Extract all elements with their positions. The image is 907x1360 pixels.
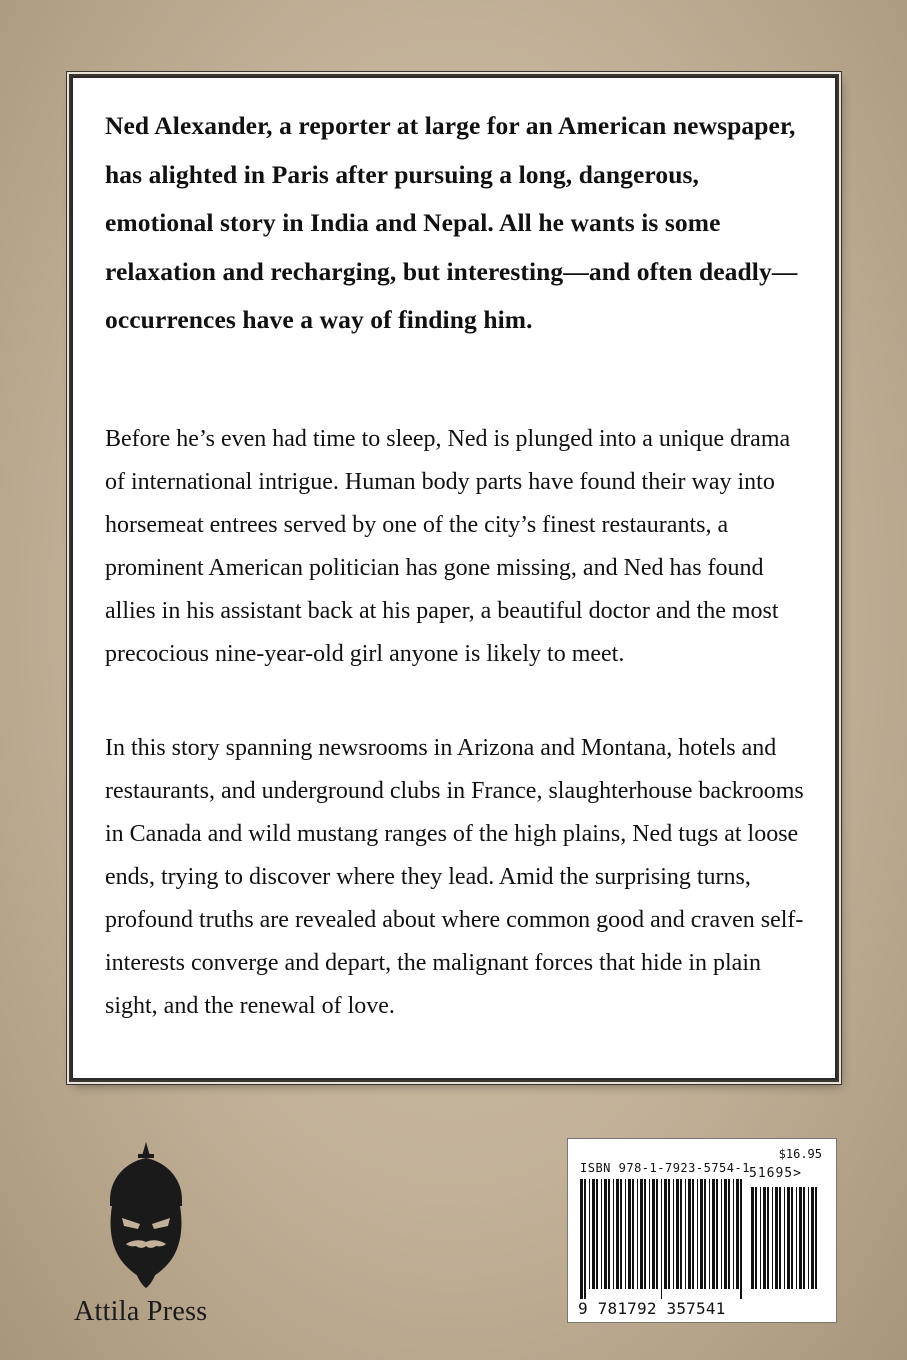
barcode-bar (688, 1179, 691, 1289)
barcode-bar (664, 1179, 667, 1289)
barcode-bar (811, 1187, 814, 1289)
publisher-name: Attila Press (74, 1296, 208, 1327)
barcode-bar (656, 1179, 658, 1289)
barcode-bar (637, 1179, 638, 1289)
barcode-bar (779, 1187, 781, 1289)
barcode-bar (592, 1179, 595, 1289)
barcode-bar (632, 1179, 634, 1289)
barcode-bar (668, 1179, 670, 1289)
barcode-bar (763, 1187, 766, 1289)
barcode-bar (815, 1187, 817, 1289)
barcode-bar (625, 1179, 626, 1289)
price-label: $16.95 (778, 1147, 822, 1161)
barcode-bar (791, 1187, 793, 1289)
barcode-bar (787, 1187, 790, 1289)
price-addon-label: 51695> (749, 1166, 802, 1181)
barcode-bar (584, 1179, 586, 1299)
barcode-bar (728, 1179, 730, 1289)
barcode-bar (685, 1179, 686, 1289)
barcode-bar (803, 1187, 805, 1289)
barcode-bar (652, 1179, 655, 1289)
barcode-bar (716, 1179, 718, 1289)
barcode-bar (628, 1179, 631, 1289)
barcode-bar (740, 1179, 742, 1299)
barcode-bar (608, 1179, 610, 1289)
barcode-bar (736, 1179, 739, 1289)
isbn-barcode (567, 1138, 837, 1323)
barcode-bar (680, 1179, 682, 1289)
barcode-bar (704, 1179, 706, 1289)
barcode-bar (733, 1179, 734, 1289)
blurb-paragraph-2: In this story spanning newsrooms in Arizona and Montana, hotels and restaurants, and underground clubs in France, slaughterhouse backrooms in Canada and wild mustang ranges of the high plains, Ned tugs at loose ends, trying to discover where they lead. Amid the surprising turns, profound truths are revealed about where common good and craven self-interests converge and depart, the malignant forces that hide in plain sight, and the renewal of love. (105, 735, 804, 1019)
barcode-bar (796, 1187, 797, 1289)
barcode-bar (589, 1179, 590, 1289)
barcode-bar (751, 1187, 754, 1289)
barcode-bar (601, 1179, 602, 1289)
barcode-bar (613, 1179, 614, 1289)
barcode-bar (697, 1179, 698, 1289)
barcode-bar (775, 1187, 778, 1289)
barcode-bar (808, 1187, 809, 1289)
isbn-label: ISBN 978-1-7923-5754-1 (580, 1161, 750, 1175)
addon-barcode-bars (749, 1187, 823, 1299)
barcode-bar (700, 1179, 703, 1289)
barcode-digits: 9 781792 357541 (578, 1299, 726, 1318)
barcode-bar (676, 1179, 679, 1289)
barcode-bar (644, 1179, 646, 1289)
barcode-bar (604, 1179, 607, 1289)
barcode-bar (661, 1179, 662, 1299)
barcode-bar (799, 1187, 802, 1289)
barcode-bar (692, 1179, 694, 1289)
barcode-bar (596, 1179, 598, 1289)
barcode-bar (784, 1187, 785, 1289)
barcode-bar (640, 1179, 643, 1289)
barcode-bar (755, 1187, 757, 1289)
barcode-bar (709, 1179, 710, 1289)
warrior-head-icon (100, 1140, 192, 1295)
ean-barcode-bars (578, 1179, 744, 1299)
barcode-bar (721, 1179, 722, 1289)
barcode-bar (673, 1179, 674, 1289)
barcode-bar (580, 1179, 583, 1299)
barcode-bar (772, 1187, 773, 1289)
barcode-bar (724, 1179, 727, 1289)
barcode-bar (712, 1179, 715, 1289)
barcode-bar (620, 1179, 622, 1289)
barcode-bar (767, 1187, 769, 1289)
blurb-lead: Ned Alexander, a reporter at large for an American newspaper, has alighted in Paris after pursuing a long, dangerous, emotional story in India and Nepal. All he wants is some relaxation and recharging, but interesting—and often deadly—occurrences have a way of finding him. (105, 111, 798, 334)
blurb-panel (71, 76, 837, 1080)
barcode-bar (760, 1187, 761, 1289)
blurb-paragraph-1: Before he’s even had time to sleep, Ned is plunged into a unique drama of international intrigue. Human body parts have found their way into horsemeat entrees served by one of the city’s finest restaurants, a prominent American politician has gone missing, and Ned has found allies in his assistant back at his paper, a beautiful doctor and the most precocious nine-year-old girl anyone is likely to meet. (105, 426, 791, 667)
barcode-bar (649, 1179, 650, 1289)
barcode-bar (616, 1179, 619, 1289)
